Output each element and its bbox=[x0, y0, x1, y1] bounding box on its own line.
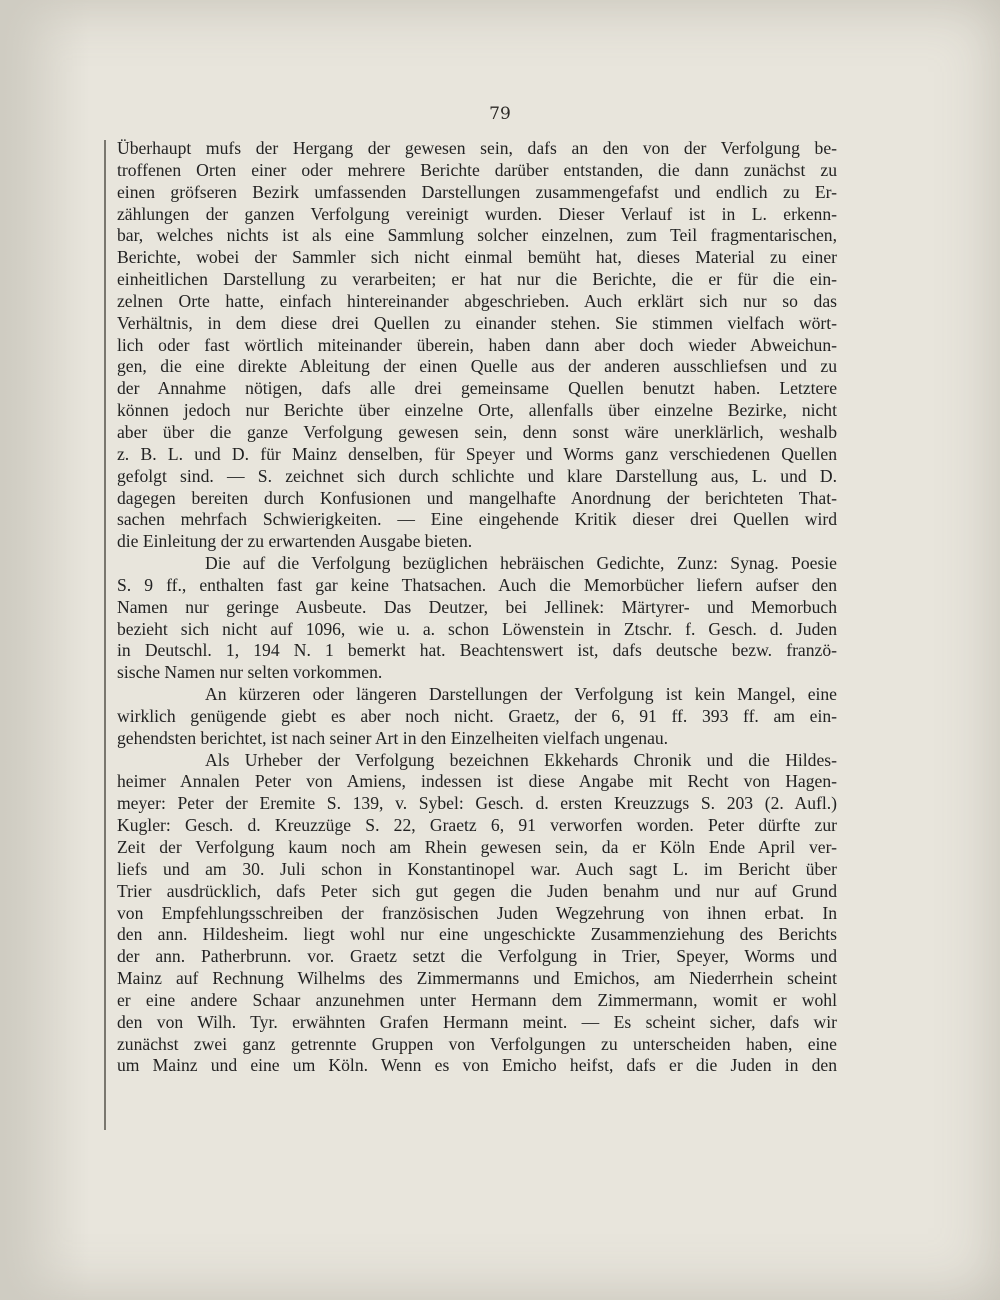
text-line: Berichte, wobei der Sammler sich nicht einmal bemüht hat, dieses Material zu einer bbox=[117, 247, 837, 268]
page-number: 79 bbox=[489, 104, 511, 124]
text-line: Trier ausdrücklich, dafs Peter sich gut gegen die Juden benahm und nur auf Grund bbox=[117, 880, 837, 901]
text-line: zunächst zwei ganz getrennte Gruppen von Verfolgungen zu unterscheiden haben, eine bbox=[117, 1033, 837, 1054]
text-line: von Empfehlungsschreiben der französischen Juden Wegzehrung von ihnen erbat. In bbox=[117, 902, 837, 923]
text-line: Zeit der Verfolgung kaum noch am Rhein gewesen sein, da er Köln Ende April ver- bbox=[117, 837, 837, 857]
paragraph bbox=[117, 684, 837, 750]
text-line: Überhaupt mufs der Hergang der gewesen sein, dafs an den von der Verfolgung be- bbox=[117, 138, 837, 158]
text-line: troffenen Orten einer oder mehrere Berichte darüber entstanden, die dann zunächst zu bbox=[117, 159, 837, 180]
text-line: zählungen der ganzen Verfolgung vereinigt wurden. Dieser Verlauf ist in L. erkenn- bbox=[117, 203, 837, 224]
text-line: gefolgt sind. — S. zeichnet sich durch schlichte und klare Darstellung aus, L. und D. bbox=[117, 465, 837, 486]
text-line: einen gröfseren Bezirk umfassenden Darstellungen zusammengefafst und endlich zu Er- bbox=[117, 181, 837, 202]
body-text bbox=[117, 138, 837, 1077]
text-line: in Deutschl. 1, 194 N. 1 bemerkt hat. Beachtenswert ist, dafs deutsche bezw. franzö- bbox=[117, 640, 837, 661]
text-line: einheitlichen Darstellung zu verarbeiten; er hat nur die Berichte, die er für die ein- bbox=[117, 269, 837, 290]
text-line: bar, welches nichts ist als eine Sammlung solcher einzelnen, zum Teil fragmentarischen, bbox=[117, 225, 837, 246]
text-line: zelnen Orte hatte, einfach hintereinander abgeschrieben. Auch erklärt sich nur so das bbox=[117, 290, 837, 311]
text-line: Als Urheber der Verfolgung bezeichnen Ekkehards Chronik und die Hildes- bbox=[205, 749, 837, 770]
text-line: der Annahme nötigen, dafs alle drei gemeinsame Quellen benutzt haben. Letztere bbox=[117, 378, 837, 399]
text-line: den ann. Hildesheim. liegt wohl nur eine ungeschickte Zusammenziehung des Berichts bbox=[117, 924, 837, 945]
text-line: liefs und am 30. Juli schon in Konstantinopel war. Auch sagt L. im Bericht über bbox=[117, 858, 837, 879]
text-line: z. B. L. und D. für Mainz denselben, für Speyer und Worms ganz verschiedenen Quellen bbox=[117, 443, 837, 464]
text-line: er eine andere Schaar anzunehmen unter Hermann dem Zimmermann, womit er wohl bbox=[117, 989, 837, 1010]
text-line: den von Wilh. Tyr. erwähnten Grafen Hermann meint. — Es scheint sicher, dafs wir bbox=[117, 1011, 837, 1032]
margin-rule bbox=[104, 140, 106, 1130]
text-line: aber über die ganze Verfolgung gewesen sein, denn sonst wäre unerklärlich, weshalb bbox=[117, 421, 837, 442]
text-line: die Einleitung der zu erwartenden Ausgabe bieten. bbox=[117, 531, 473, 552]
text-line: S. 9 ff., enthalten fast gar keine Thatsachen. Auch die Memorbücher liefern aufser den bbox=[117, 574, 837, 595]
text-line: der ann. Patherbrunn. vor. Graetz setzt die Verfolgung in Trier, Speyer, Worms und bbox=[117, 946, 837, 967]
text-line: dagegen bereiten durch Konfusionen und mangelhafte Anordnung der berichteten That- bbox=[117, 487, 837, 508]
text-line: um Mainz und eine um Köln. Wenn es von Emicho heifst, dafs er die Juden in den bbox=[117, 1055, 837, 1076]
text-line: Verhältnis, in dem diese drei Quellen zu einander stehen. Sie stimmen vielfach wört- bbox=[117, 312, 837, 333]
text-line: bezieht sich nicht auf 1096, wie u. a. schon Löwenstein in Ztschr. f. Gesch. d. Juden bbox=[117, 618, 837, 639]
text-line: Kugler: Gesch. d. Kreuzzüge S. 22, Graetz 6, 91 verworfen worden. Peter dürfte zur bbox=[117, 815, 837, 836]
gutter-shadow bbox=[0, 0, 90, 1300]
paragraph bbox=[117, 750, 837, 1078]
text-line: heimer Annalen Peter von Amiens, indessen ist diese Angabe mit Recht von Hagen- bbox=[117, 771, 837, 792]
text-line: gen, die eine direkte Ableitung der einen Quelle aus der anderen ausschliefsen und zu bbox=[117, 356, 837, 377]
text-line: sachen mehrfach Schwierigkeiten. — Eine eingehende Kritik dieser drei Quellen wird bbox=[117, 509, 837, 530]
text-line: können jedoch nur Berichte über einzelne Orte, allenfalls über einzelne Bezirke, nicht bbox=[117, 400, 837, 421]
text-line: wirklich genügende giebt es aber noch nicht. Graetz, der 6, 91 ff. 393 ff. am ein- bbox=[117, 705, 837, 726]
text-line: sische Namen nur selten vorkommen. bbox=[117, 662, 383, 683]
text-line: Die auf die Verfolgung bezüglichen hebräischen Gedichte, Zunz: Synag. Poesie bbox=[205, 553, 837, 574]
text-line: Namen nur geringe Ausbeute. Das Deutzer, bei Jellinek: Märtyrer- und Memorbuch bbox=[117, 596, 837, 617]
text-line: Mainz auf Rechnung Wilhelms des Zimmermanns und Emichos, am Niederrhein scheint bbox=[117, 968, 837, 989]
paragraph bbox=[117, 138, 837, 553]
text-line: gehendsten berichtet, ist nach seiner Art in den Einzelheiten vielfach ungenau. bbox=[117, 727, 669, 748]
paragraph bbox=[117, 553, 837, 684]
text-line: lich oder fast wörtlich miteinander überein, haben dann aber doch wieder Abweichun- bbox=[117, 334, 837, 355]
text-line: meyer: Peter der Eremite S. 139, v. Sybel: Gesch. d. ersten Kreuzzugs S. 203 (2. Aufl.) bbox=[117, 793, 837, 814]
text-line: An kürzeren oder längeren Darstellungen der Verfolgung ist kein Mangel, eine bbox=[205, 684, 837, 705]
